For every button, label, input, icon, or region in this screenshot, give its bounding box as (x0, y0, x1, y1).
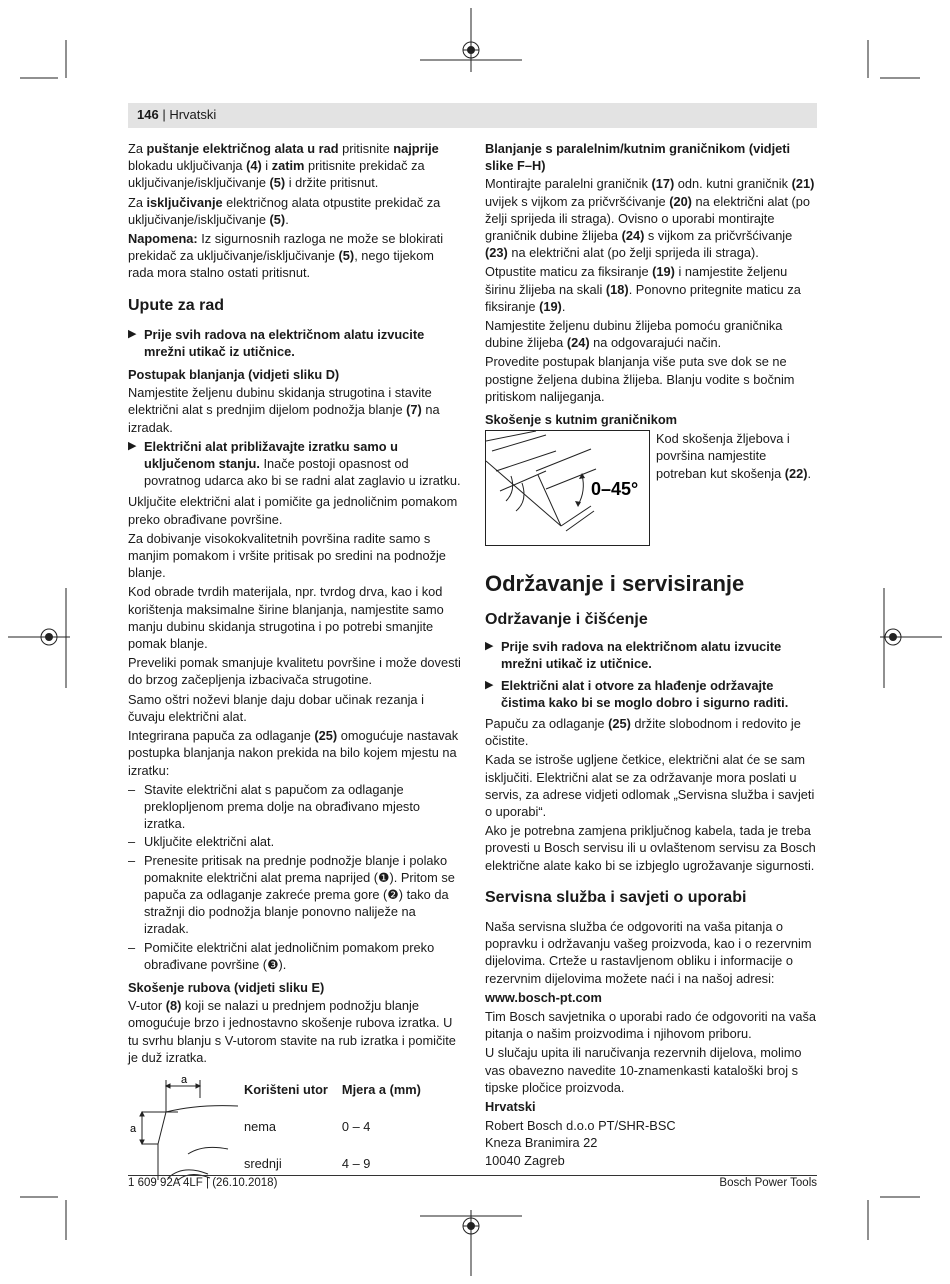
list-item: – Stavite električni alat s papučom za odlaganje preklopljenom prema dolje na obrađivano mjesto izratka. (128, 781, 421, 832)
right-column (485, 140, 817, 1169)
list-item: – Uključite električni alat. (128, 834, 275, 850)
paragraph-switch-on: Za puštanje električnog alata u rad pritisnite najprije blokadu uključivanja (4) i zatim pritisnite prekidač za uključivanje/isključivanje (5) i držite pritisnut. (128, 141, 439, 191)
warning-bullet: ▶ Prije svih radova na električnom alatu izvucite mrežni utikač iz utičnice. (128, 326, 425, 359)
paragraph-parts: U slučaju upita ili naručivanja rezervnih dijelova, molimo vas obavezno navedite 10-znamenkasti kataloški broj s tipske pločice proizvoda. (485, 1045, 802, 1095)
chamfer-figure (128, 1074, 238, 1184)
arrow-icon: ▶ (485, 678, 494, 691)
dimension-label-top: a (181, 1073, 188, 1086)
table-header: Korišteni utor (244, 1082, 328, 1098)
bevel-figure (485, 430, 650, 546)
paragraph-note: Napomena: Iz sigurnosnih razloga ne može se blokirati prekidač za uključivanje/isključivanje (5), nego tijekom rada mora stalno ostati pritisnut. (128, 231, 444, 281)
list-item: – Prenesite pritisak na prednje podnožje blanje i polako pomaknite električni alat prema naprijed (❶). Pritom se papuča za odlaganje zakreće prema gore (❷) tako da stražnji dio podnožja blanje ponovno naliježe na izradak. (128, 852, 455, 937)
paragraph-repeat: Provedite postupak blanjanja više puta sve dok se ne postigne željena dubina žlijeba. Blanju vodite s bočnim pritiskom nalijeganja. (485, 354, 795, 404)
warning-bullet: ▶ Prije svih radova na električnom alatu izvucite mrežni utikač iz utičnice. (485, 639, 782, 672)
heading-postupak: Postupak blanjanja (vidjeti sliku D) (128, 367, 340, 383)
heading-kutni: Skošenje s kutnim graničnikom (485, 412, 678, 428)
footer-doc-id: 1 609 92A 4LF | (26.10.2018) (128, 1177, 278, 1189)
address-line: Kneza Branimira 22 (485, 1135, 598, 1151)
angle-label: 0–45° (591, 479, 639, 500)
heading-ciscenje: Održavanje i čišćenje (485, 611, 648, 629)
address-line: Robert Bosch d.o.o PT/SHR-BSC (485, 1118, 676, 1134)
footer-brand: Bosch Power Tools (719, 1177, 817, 1189)
paragraph-p8: Preveliki pomak smanjuje kvalitetu površine i može dovesti do brzog začepljenja izbacivača strugotine. (128, 655, 461, 688)
paragraph-width: Otpustite maticu za fiksiranje (19) i namjestite željenu širinu žlijeba na skali (18). Ponovno pritegnite maticu za fiksiranje (19). (485, 264, 801, 314)
heading-odrzavanje: Održavanje i servisiranje (485, 571, 745, 597)
paragraph-p9: Samo oštri noževi blanje daju dobar učinak rezanja i čuvaju električni alat. (128, 691, 424, 724)
paragraph-service: Naša servisna služba će odgovoriti na vaša pitanja o popravku i održavanju vašeg proizvoda, kao i o rezervnim dijelovima. Crteže u rastavljenom obliku i informacije o rezervnim dijelovima možete naći i na našoj adresi: (485, 918, 812, 986)
heading-skosenje: Skošenje rubova (vidjeti sliku E) (128, 979, 325, 995)
arrow-icon: ▶ (128, 327, 137, 340)
arrow-icon: ▶ (128, 439, 137, 452)
address-line: 10040 Zagreb (485, 1152, 565, 1168)
arrow-icon: ▶ (485, 640, 494, 653)
paragraph-planing-start: Namjestite željenu dubinu skidanja strugotina i stavite električni alat s prednjim dijelom podnožja blanje (7) na izradak. (128, 385, 440, 435)
heading-upute: Upute za rad (128, 296, 225, 314)
paragraph-cable: Ako je potrebna zamjena priključnog kabela, tada je treba provesti u Bosch servisu ili u ovlaštenom servisu za Bosch električne alate kako bi se izbjeglo ugrožavanje sigurnosti. (485, 823, 816, 873)
page-number-language: 146 | Hrvatski (137, 107, 217, 122)
country-label: Hrvatski (485, 1098, 536, 1114)
chamfer-table-block (128, 1074, 463, 1184)
warning-bullet-2: ▶ Električni alat približavajte izratku samo u uključenom stanju. Inače postoji opasnost od povratnog udarca ako bi se radni alat zaglavio u izratku. (128, 438, 461, 489)
paragraph-switch-off: Za isključivanje električnog alata otpustite prekidač za uključivanje/isključivanje (5). (128, 194, 441, 227)
bevel-text: Kod skošenja žljebova i površina namjestite potreban kut skošenja (22). (656, 431, 812, 481)
service-url[interactable]: www.bosch-pt.com (485, 989, 602, 1005)
bevel-block (485, 430, 817, 546)
warning-bullet: ▶ Električni alat i otvore za hlađenje održavajte čistima kako bi se moglo dobro i sigurno raditi. (485, 677, 789, 710)
paragraph-p7: Kod obrade tvrdih materijala, npr. tvrdog drva, kao i kod korištenja maksimalne širine blanjanja, namjestite samo manju dubinu skidanja strugotina i po potrebi smanjite pomak blanje. (128, 584, 444, 652)
table-row: srednji 4 – 9 (244, 1156, 371, 1172)
paragraph-p10: Integrirana papuča za odlaganje (25) omogućuje nastavak postupka blanjanja nakon prekida na bilo kojem mjestu na izratku: (128, 728, 459, 778)
paragraph-shoe: Papuču za odlaganje (25) držite slobodnom i redovito je očistite. (485, 716, 801, 749)
list-item: – Pomičite električni alat jednoličnim pomakom preko obrađivane površine (❸). (128, 939, 435, 972)
footer-divider (128, 1175, 817, 1176)
groove-table (244, 1074, 435, 1184)
dimension-label-side: a (130, 1122, 137, 1135)
table-row: nema 0 – 4 (244, 1119, 371, 1134)
paragraph-v-groove: V-utor (8) koji se nalazi u prednjem podnožju blanje omogućuje brzo i jednostavno skošenje rubova izratka. U tu svrhu blanju s V-utorom stavite na rub izratka i pomičite je duž izratka. (128, 998, 456, 1065)
table-header: Mjera a (mm) (341, 1082, 421, 1098)
paragraph-p6: Za dobivanje visokokvalitetnih površina radite samo s manjim pomakom i vršite pritisak po sredini na podnožje blanje. (128, 530, 446, 581)
heading-servis: Servisna služba i savjeti o uporabi (485, 888, 747, 906)
paragraph-mount-fence: Montirajte paralelni graničnik (17) odn. kutni graničnik (21) uvijek s vijkom za pričvršćivanje (20) na električni alat (po želji sprijeda ili straga). Ovisno o uporabi montirajte graničnik dubine žlijeba (24) s vijkom za pričvršćivanje (23) na električni alat (po želji sprijeda ili straga). (485, 176, 815, 261)
paragraph-depth: Namjestite željenu dubinu žlijeba pomoću graničnika dubine žlijeba (24) na odgovarajući način. (485, 318, 783, 351)
paragraph-brushes: Kada se istroše ugljene četkice, električni alat će se sam isključiti. Električni alat se za održavanje mora poslati u servis, za adrese vidjeti odlomak „Servisna služba i savjeti o uporabi“. (485, 752, 815, 820)
heading-paralel: Blanjanje s paralelnim/kutnim graničnikom (vidjeti slike F–H) (485, 141, 791, 174)
page-header (128, 103, 817, 128)
paragraph-p5: Uključite električni alat i pomičite ga jednoličnim pomakom preko obrađivane površine. (128, 494, 458, 527)
left-column (128, 140, 463, 1184)
paragraph-advisors: Tim Bosch savjetnika o uporabi rado će odgovoriti na vaša pitanja o našim proizvodima i njihovom priboru. (485, 1008, 817, 1042)
